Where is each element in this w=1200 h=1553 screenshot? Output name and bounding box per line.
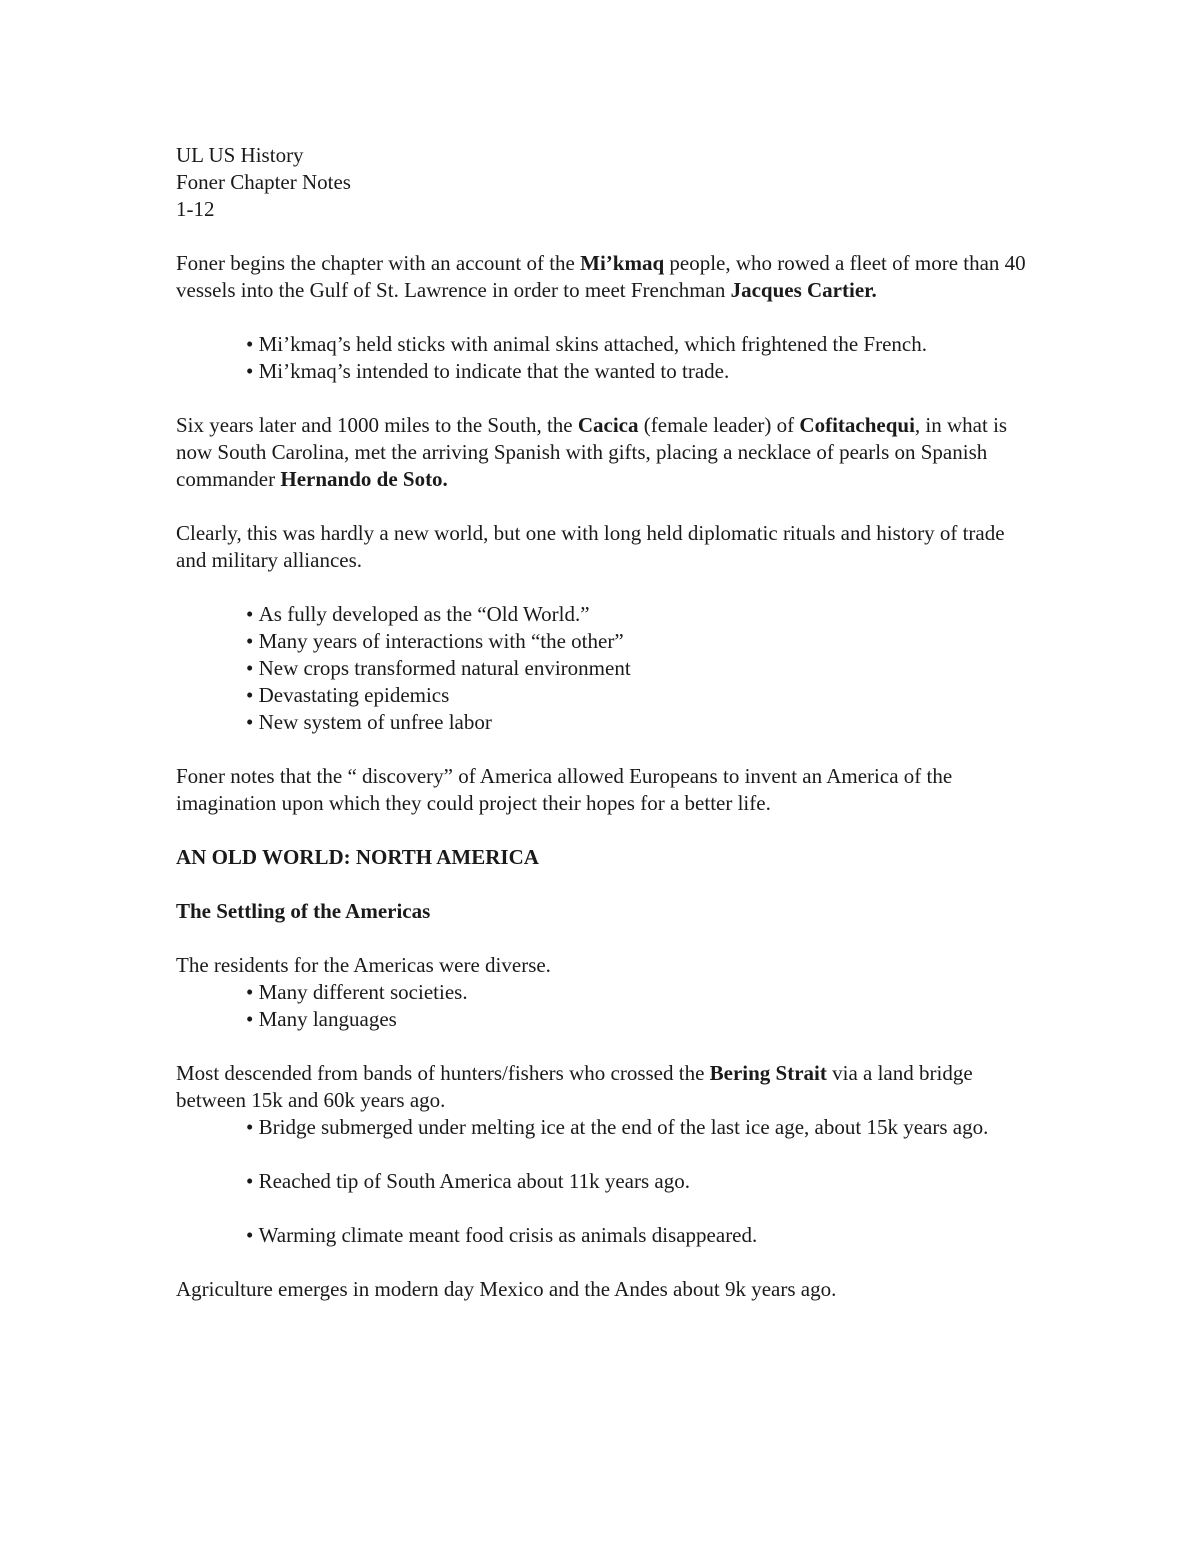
intro-paragraph [176, 250, 1036, 304]
bering-text-1: Most descended from bands of hunters/fishers who crossed the [176, 1061, 710, 1085]
cacica-text-2: (female leader) of [638, 413, 800, 437]
list-item: • Many languages [246, 1006, 1036, 1033]
bering-bullet-list [176, 1114, 1036, 1249]
document-title: Foner Chapter Notes [176, 170, 351, 194]
list-item: • Devastating epidemics [246, 682, 1036, 709]
list-item: • Many years of interactions with “the other” [246, 628, 1036, 655]
residents-bullet-list [176, 979, 1036, 1033]
course-name: UL US History [176, 143, 304, 167]
list-item: • New system of unfree labor [246, 709, 1036, 736]
list-item: • Warming climate meant food crisis as animals disappeared. [246, 1222, 1036, 1249]
list-item: • Mi’kmaq’s intended to indicate that the wanted to trade. [246, 358, 1036, 385]
document-header [176, 142, 1036, 223]
intro-text-2: people, who rowed a fleet of more than 40 vessels into the Gulf of St. Lawrence in order to meet Frenchman [176, 251, 1026, 302]
page-content [176, 142, 1036, 1330]
cofitachequi-term: Cofitachequi [799, 413, 915, 437]
mikmaq-term: Mi’kmaq [580, 251, 665, 275]
bering-paragraph [176, 1060, 1036, 1114]
de-soto-term: Hernando de Soto. [280, 467, 448, 491]
list-item: • As fully developed as the “Old World.” [246, 601, 1036, 628]
residents-paragraph: The residents for the Americas were diverse. [176, 953, 551, 977]
cartier-term: Jacques Cartier. [730, 278, 877, 302]
cacica-text-1: Six years later and 1000 miles to the South, the [176, 413, 578, 437]
agriculture-paragraph: Agriculture emerges in modern day Mexico and the Andes about 9k years ago. [176, 1277, 837, 1301]
section-heading: AN OLD WORLD: NORTH AMERICA [176, 845, 539, 869]
old-world-bullet-list [176, 601, 1036, 736]
list-item: • Reached tip of South America about 11k years ago. [246, 1168, 1036, 1195]
chapter-range: 1-12 [176, 197, 215, 221]
cacica-paragraph [176, 412, 1036, 493]
list-item: • Bridge submerged under melting ice at the end of the last ice age, about 15k years ago. [246, 1114, 1036, 1141]
clearly-paragraph: Clearly, this was hardly a new world, but one with long held diplomatic rituals and history of trade and military alliances. [176, 521, 1005, 572]
bering-text-2: via a land bridge between 15k and 60k years ago. [176, 1061, 973, 1112]
mikmaq-bullet-list [176, 331, 1036, 385]
list-item: • Mi’kmaq’s held sticks with animal skins attached, which frightened the French. [246, 331, 1036, 358]
discovery-paragraph: Foner notes that the “ discovery” of America allowed Europeans to invent an America of the imagination upon which they could project their hopes for a better life. [176, 764, 953, 815]
list-item: • New crops transformed natural environment [246, 655, 1036, 682]
sub-heading: The Settling of the Americas [176, 899, 431, 923]
cacica-text-3: , in what is now South Carolina, met the arriving Spanish with gifts, placing a necklace of pearls on Spanish commander [176, 413, 1008, 491]
cacica-term: Cacica [577, 413, 639, 437]
bering-strait-term: Bering Strait [709, 1061, 827, 1085]
list-item: • Many different societies. [246, 979, 1036, 1006]
intro-text-1: Foner begins the chapter with an account of the [176, 251, 581, 275]
